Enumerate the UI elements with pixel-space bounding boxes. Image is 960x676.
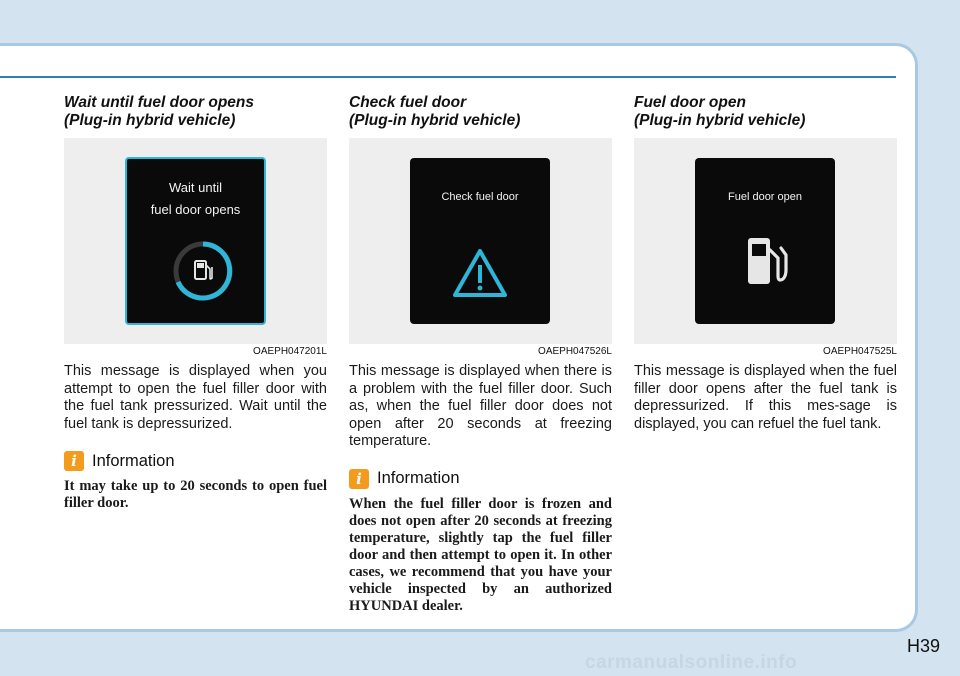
heading-line1: Check fuel door xyxy=(349,94,467,111)
figure-display xyxy=(349,138,612,344)
section-heading xyxy=(64,94,327,138)
figure-code: OAEPH047526L xyxy=(538,346,612,357)
top-rule xyxy=(0,76,896,78)
cluster-screen xyxy=(125,157,266,325)
heading-line2: (Plug-in hybrid vehicle) xyxy=(634,112,806,129)
information-title: Information xyxy=(377,469,460,487)
information-title: Information xyxy=(92,451,175,470)
heading-line1: Fuel door open xyxy=(634,94,746,111)
column-fuel-door-open xyxy=(634,94,897,433)
info-icon: i xyxy=(64,451,84,471)
screen-message: Check fuel door xyxy=(441,191,519,203)
info-icon: i xyxy=(349,469,369,489)
information-header xyxy=(349,469,612,489)
heading-line1: Wait until fuel door opens xyxy=(64,94,255,111)
body-text: This message is displayed when the fuel filler door opens after the fuel tank is depressurized. If this mes-sage is displayed, you can refuel the fuel tank. xyxy=(634,363,897,432)
screen-message: Fuel door open xyxy=(728,191,802,203)
heading-line2: (Plug-in hybrid vehicle) xyxy=(64,112,236,129)
figure-code: OAEPH047201L xyxy=(253,346,327,357)
figure-code: OAEPH047525L xyxy=(823,346,897,357)
fuel-pump-icon xyxy=(695,158,835,324)
column-check-fuel-door xyxy=(349,94,612,615)
body-text: This message is displayed when there is a problem with the fuel filler door. Such as, when the fuel filler door does not open after 20 seconds at freezing temperature. xyxy=(349,363,612,449)
information-text: When the fuel filler door is frozen and does not open after 20 seconds at freezing temperature, slightly tap the fuel filler door and then attempt to open it. In other cases, we recommend that you have your vehicle inspected by an authorized HYUNDAI dealer. xyxy=(349,495,612,614)
page-number: H39 xyxy=(906,636,940,656)
fuel-progress-icon xyxy=(127,159,264,323)
information-header xyxy=(64,451,327,471)
information-text: It may take up to 20 seconds to open fuel filler door. xyxy=(64,478,327,511)
cluster-screen xyxy=(410,158,550,324)
section-heading xyxy=(634,94,897,138)
column-wait-until xyxy=(64,94,327,512)
section-heading xyxy=(349,94,612,138)
body-text: This message is displayed when you attempt to open the fuel filler door with the fuel tank pressurized. Wait until the fuel tank is depressurized. xyxy=(64,363,327,432)
cluster-screen xyxy=(695,158,835,324)
warning-triangle-icon xyxy=(410,158,550,324)
heading-line2: (Plug-in hybrid vehicle) xyxy=(349,112,521,129)
screen-message: Wait until fuel door opens xyxy=(150,180,241,217)
figure-display xyxy=(64,138,327,344)
watermark: carmanualsonline.info xyxy=(585,652,798,673)
figure-display xyxy=(634,138,897,344)
